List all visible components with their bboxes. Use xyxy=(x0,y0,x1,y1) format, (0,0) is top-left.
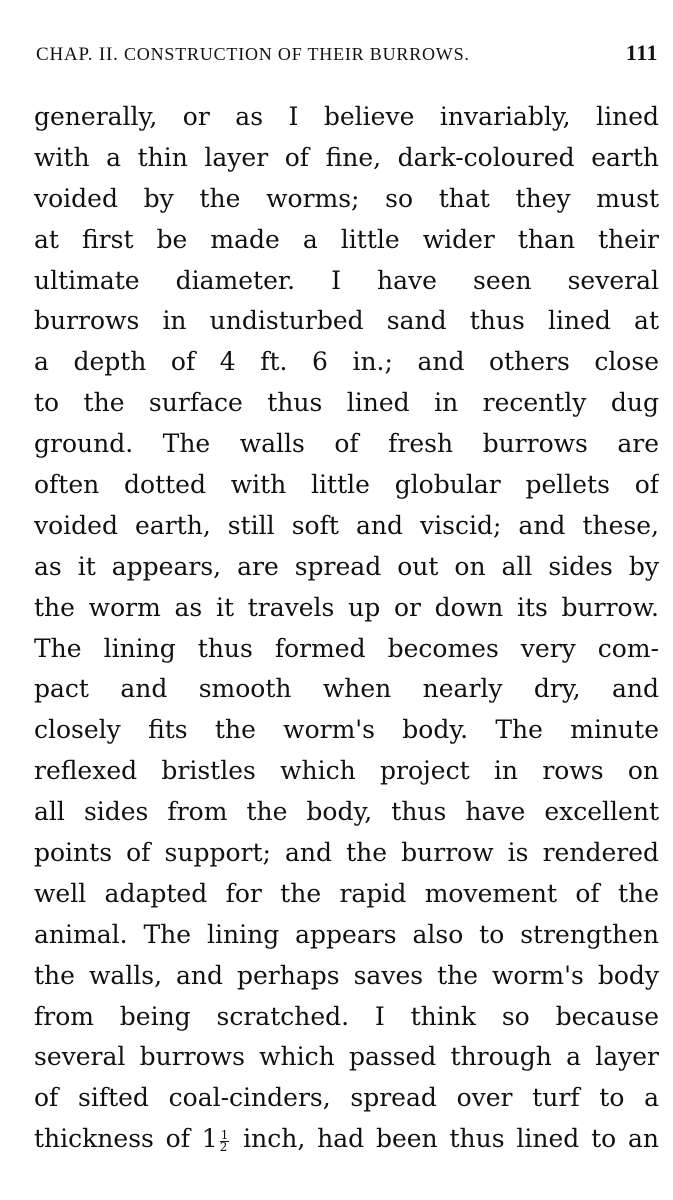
fraction-denominator: 2 xyxy=(219,1140,228,1155)
text-line: all sides from the body, thus have excellent xyxy=(34,797,659,827)
text-line: pact and smooth when nearly dry, and xyxy=(34,674,659,704)
text-line: at first be made a little wider than their xyxy=(34,224,659,254)
fraction-one-half xyxy=(220,1130,230,1153)
text-line: reflexed bristles which project in rows on xyxy=(34,756,659,786)
text-line: points of support; and the burrow is rendered xyxy=(34,838,659,868)
text-line-last xyxy=(34,1119,659,1160)
text-line: the walls, and perhaps saves the worm's body xyxy=(34,960,659,990)
chapter-title: CONSTRUCTION OF THEIR BURROWS. xyxy=(124,44,470,64)
text-line: a depth of 4 ft. 6 in.; and others close xyxy=(34,347,659,377)
running-head xyxy=(36,40,658,70)
text-line: voided by the worms; so that they must xyxy=(34,183,659,213)
last-line-end: inch, had been thus lined to an xyxy=(231,1124,659,1154)
text-line: as it appears, are spread out on all sides by xyxy=(34,551,659,581)
text-line: voided earth, still soft and viscid; and these, xyxy=(34,510,659,540)
text-line: several burrows which passed through a layer xyxy=(34,1042,659,1072)
text-line: burrows in undisturbed sand thus lined at xyxy=(34,306,659,336)
chapter-label: CHAP. II. xyxy=(36,44,119,65)
text-line: The lining thus formed becomes very com- xyxy=(34,633,659,663)
text-line: closely fits the worm's body. The minute xyxy=(34,715,659,745)
body-text xyxy=(34,97,659,1160)
text-line: to the surface thus lined in recently dug xyxy=(34,388,659,418)
text-line: of sifted coal-cinders, spread over turf to a xyxy=(34,1083,659,1113)
page-number: 111 xyxy=(625,40,658,65)
fraction-numerator: 1 xyxy=(220,1128,229,1143)
last-line-start: thickness of 1 xyxy=(34,1124,218,1154)
text-line: ground. The walls of fresh burrows are xyxy=(34,429,659,459)
text-line: the worm as it travels up or down its burrow. xyxy=(34,592,659,622)
text-line: generally, or as I believe invariably, lined xyxy=(34,102,659,131)
text-line: ultimate diameter. I have seen several xyxy=(34,265,659,295)
running-title xyxy=(36,44,470,66)
text-line: from being scratched. I think so because xyxy=(34,1001,659,1031)
text-line: animal. The lining appears also to strengthen xyxy=(34,919,659,949)
text-line: with a thin layer of fine, dark-coloured earth xyxy=(34,142,659,172)
text-line: well adapted for the rapid movement of the xyxy=(34,878,659,908)
text-line: often dotted with little globular pellets of xyxy=(34,470,659,500)
